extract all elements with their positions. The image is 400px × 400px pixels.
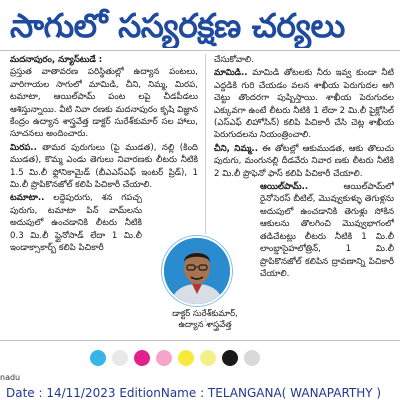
dateline-lead: మదనాపురం, న్యూస్‌టుడే : xyxy=(10,55,103,65)
oil-lead: ఆయిల్‌పామ్‌.. xyxy=(260,182,309,193)
headline-rule xyxy=(0,50,400,51)
intro-text: ప్రస్తుత వాతావరణ పరిస్థితుల్లో ఉద్యాన పంటలు, వారిగాయల సాగులో మామిడి, చీని, నిమ్మ, మిరప, టమాటా, ఆయిల్‌పామ్‌ పంట లపై చీడపీడలు ఆశిస్తున్నాయి. వీటి నివా రణకు మదనాపురం కృషి విజ్ఞాన కేంద్రం ఉద్యాన శాస్త్రవేత్త డాక్టర్‌ సురేశ్‌కుమార్‌ సల హాలు, సూచనలు అందించారు. xyxy=(10,67,198,140)
edition-dateline: Date : 14/11/2023 EditionName : TELANGANA( WANAPARTHY ) xyxy=(6,386,382,400)
registration-dot-4 xyxy=(156,350,172,366)
mamidi-text: మామిడి తోటలకు నీరు ఇవ్వ కుండా నీటి ఎద్దడికి గురి చేయడం వలన శాఖీయ పెరుగుదల ఆగి చెట్టు తొందరగా పుష్పిస్తాయి. శాఖీయ పెరుగుదల ఎక్కువగా ఉంటే లీటరు నీటికి 1 లేదా 2 మి.లీ పైక్లోసిల్‌ (ఎస్‌ఎఫ్‌ లిహోసిన్‌) కలిపి పిచికారీ చేసి చెట్ల శాఖీయ పెరుగుదలను నియంత్రించాలి. xyxy=(214,68,394,141)
paragraph-tomato xyxy=(10,192,142,254)
portrait-icon xyxy=(164,238,230,304)
paragraph-mamidi xyxy=(214,67,394,141)
oil-text: ఆయిల్‌పామ్‌లో రైనోసెరస్‌ బీటిల్‌, మొవ్వుకుళ్ళు తెగుళ్లను అదుపులో ఉంచడానికి తెగుళ్లు సోకిన ఆకులను తొలగించి మొవ్వుభాగంలో తడిచేటట్లు లీటరు నీటికి 1 మి.లీ లాంబ్డాసైహలోత్రిన్‌, 1 మి.లీ ప్రొపికొనజోల్‌ కలిపిన ద్రావణాన్ని పిచికారీ చేయాలి. xyxy=(260,182,394,279)
headline: సాగులో సస్యరక్షణ చర్యలు xyxy=(10,6,345,45)
bottom-rule xyxy=(0,340,400,341)
paragraph-cheeni xyxy=(214,143,394,180)
registration-dot-6 xyxy=(200,350,216,366)
registration-dot-3 xyxy=(134,350,150,366)
registration-dot-1 xyxy=(90,350,106,366)
paragraph-intro xyxy=(10,54,198,141)
caption-name: డాక్టర్‌ సురేశ్‌కుమార్‌, xyxy=(172,308,238,318)
registration-dot-2 xyxy=(112,350,128,366)
cont-text: చేసుకోవాలి. xyxy=(214,55,254,65)
caption-role: ఉద్యాన శాస్త్రవేత్త xyxy=(178,319,232,329)
mirapa-text: తామర పురుగులు (పై ముడత), నల్లి (కింది ముడత), కొమ్మ ఎండు తెగులు నివారణకు లీటరు నీటికి 1.5 మి.లీ ఫ్లోనికామైడ్‌ (బీఎఎస్‌ఎఫ్‌ ఇంటర్‌ ప్రిడ్‌), 1 మి.లీ ప్రొపికొనజోల్‌ కలిపి పిచికారీ చేయాలి. xyxy=(10,142,198,191)
mamidi-lead: మామిడి.. xyxy=(214,68,248,79)
source-label: nadu xyxy=(0,373,21,382)
registration-dot-7 xyxy=(222,350,238,366)
registration-dot-8 xyxy=(244,350,260,366)
scientist-photo xyxy=(150,234,242,318)
cheeni-text: ఈ తోటల్లో ఆకుముడత, ఆకు తొలుచు పురుగు, మంగునల్లి దీడవేరు నివార ణకు లీటరు నీటికి 2 మి.లీ ప్రొఫెనో ఫాస్‌ కలిపి పిచికారీ చేయాలి. xyxy=(214,143,394,179)
mirapa-lead: మిరప.. xyxy=(10,142,37,153)
paragraph-cont xyxy=(214,54,394,66)
registration-color-dots xyxy=(90,350,260,368)
paragraph-mirapa xyxy=(10,142,198,192)
cheeni-lead: చీని, నిమ్మ.. xyxy=(214,143,258,154)
photo-caption xyxy=(150,308,260,330)
tomato-lead: టమాటా.. xyxy=(10,193,45,204)
tomato-text: లద్దెపురుగు, శన గపచ్చ పురుగు, టమాటా పిన్‌ వామ్‌లను అదుపులో ఉంచడానికి లీటరు నీటికి 0.3 మి.లీ ప్లైనోసాడ్‌ లేదా 1 మి.లీ ఇండాక్సాకార్బ్‌ కలిపి పిచికారీ xyxy=(10,193,142,254)
registration-dot-5 xyxy=(178,350,194,366)
portrait-image xyxy=(162,236,232,306)
